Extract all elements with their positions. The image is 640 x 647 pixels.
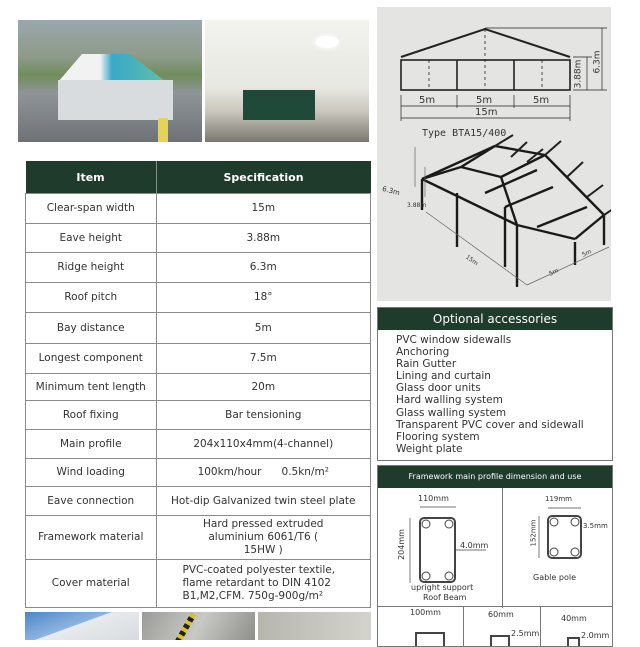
optional-accessories-box xyxy=(377,307,613,461)
bay-label-2: 5m xyxy=(476,95,493,106)
list-item: Anchoring xyxy=(396,346,450,359)
table-row xyxy=(26,459,371,487)
gable-height-label: 152mm xyxy=(529,519,538,547)
row-spec: 5m xyxy=(156,313,371,344)
row-item: Ridge height xyxy=(26,253,157,283)
tent-exterior-photo xyxy=(25,612,139,640)
outdoor-tent-photo xyxy=(18,20,202,142)
list-item: PVC window sidewalls xyxy=(396,334,512,346)
item-column-header: Item xyxy=(26,161,157,194)
table-row xyxy=(26,516,371,560)
table-row xyxy=(26,194,371,224)
row-item: Roof pitch xyxy=(26,283,157,313)
iso-bay1-label: 5m xyxy=(547,267,560,278)
row-spec: 204x110x4mm(4-channel) xyxy=(156,430,371,459)
gable-use-label: Gable pole xyxy=(533,573,576,582)
row-spec: PVC-coated polyester textile, flame retardant to DIN 4102 B1,M2,CFM. 750g-900g/m² xyxy=(156,560,371,608)
gable-thickness-label: 3.5mm xyxy=(583,522,608,530)
row-item: Clear-span width xyxy=(26,194,157,224)
row-spec: Bar tensioning xyxy=(156,401,371,430)
row-item: Bay distance xyxy=(26,313,157,344)
tent-corner-detail-photo xyxy=(258,612,371,640)
main-height-label: 204mm xyxy=(396,529,406,560)
row-item: Framework material xyxy=(26,516,157,560)
table-header-row xyxy=(26,161,371,194)
row-spec: Hot-dip Galvanized twin steel plate xyxy=(156,487,371,516)
tent-structure-diagram xyxy=(377,7,611,301)
row-spec: 15m xyxy=(156,194,371,224)
row-spec: 18° xyxy=(156,283,371,313)
tent-interior-photo xyxy=(205,20,369,142)
table-row xyxy=(26,313,371,344)
specification-column-header: Specification xyxy=(156,161,371,194)
list-item: Transparent PVC cover and sidewall xyxy=(396,418,584,431)
list-item: Glass door units xyxy=(396,382,481,395)
bay-label-3: 5m xyxy=(533,95,550,106)
table-row xyxy=(26,344,371,374)
total-width-label: 15m xyxy=(475,107,498,118)
tent-frame-detail-photo xyxy=(142,612,255,640)
row-item: Eave connection xyxy=(26,487,157,516)
row-spec: 100km/hour 0.5kn/m² xyxy=(156,459,371,487)
gable-width-label: 119mm xyxy=(545,495,572,503)
profile-title: Framework main profile dimension and use xyxy=(378,466,612,488)
list-item: Rain Gutter xyxy=(396,358,457,371)
small-profile-3-width: 40mm xyxy=(561,614,587,623)
small-profile-2-thickness: 2.5mm xyxy=(511,629,540,638)
ridge-height-label: 6.3m xyxy=(592,50,603,74)
row-spec: 3.88m xyxy=(156,224,371,253)
small-profile-3-thickness: 2.0mm xyxy=(581,631,610,640)
row-spec: 7.5m xyxy=(156,344,371,374)
iso-eave-label: 3.88m xyxy=(407,202,427,209)
small-profile-1-width: 100mm xyxy=(410,608,441,617)
specification-table xyxy=(25,161,371,608)
table-row xyxy=(26,487,371,516)
eave-height-label: 3.88m xyxy=(573,59,584,89)
row-item: Roof fixing xyxy=(26,401,157,430)
accessories-list xyxy=(396,334,612,455)
list-item: Lining and curtain xyxy=(396,370,491,383)
row-spec: Hard pressed extruded aluminium 6061/T6 ( 15HW ) xyxy=(156,516,371,560)
iso-length-label: 15m xyxy=(464,253,480,268)
row-item: Longest component xyxy=(26,344,157,374)
bay-label-1: 5m xyxy=(419,95,436,106)
table-row xyxy=(26,374,371,401)
frame-front-view-icon xyxy=(377,7,611,301)
table-row xyxy=(26,283,371,313)
table-row xyxy=(26,430,371,459)
accessories-title: Optional accessories xyxy=(378,308,612,330)
table-row xyxy=(26,560,371,608)
table-row xyxy=(26,224,371,253)
iso-bay2-label: 5m xyxy=(580,248,593,259)
row-item: Eave height xyxy=(26,224,157,253)
table-row xyxy=(26,401,371,430)
list-item: Flooring system xyxy=(396,430,480,443)
table-row xyxy=(26,253,371,283)
list-item: Weight plate xyxy=(396,442,463,455)
row-spec: 6.3m xyxy=(156,253,371,283)
profile-dimension-box xyxy=(377,465,613,647)
main-thickness-label: 4.0mm xyxy=(460,541,489,550)
main-use-roof-beam: Roof Beam xyxy=(423,593,467,602)
row-spec: 20m xyxy=(156,374,371,401)
list-item: Hard walling system xyxy=(396,394,503,407)
type-label: Type BTA15/400 xyxy=(422,128,507,139)
row-item: Main profile xyxy=(26,430,157,459)
main-width-label: 110mm xyxy=(418,494,449,503)
list-item: Glass walling system xyxy=(396,406,507,419)
small-profile-2-width: 60mm xyxy=(488,610,514,619)
main-use-upright: upright support xyxy=(411,583,474,592)
row-item: Wind loading xyxy=(26,459,157,487)
iso-ridge-label: 6.3m xyxy=(381,184,401,198)
row-item: Cover material xyxy=(26,560,157,608)
row-item: Minimum tent length xyxy=(26,374,157,401)
